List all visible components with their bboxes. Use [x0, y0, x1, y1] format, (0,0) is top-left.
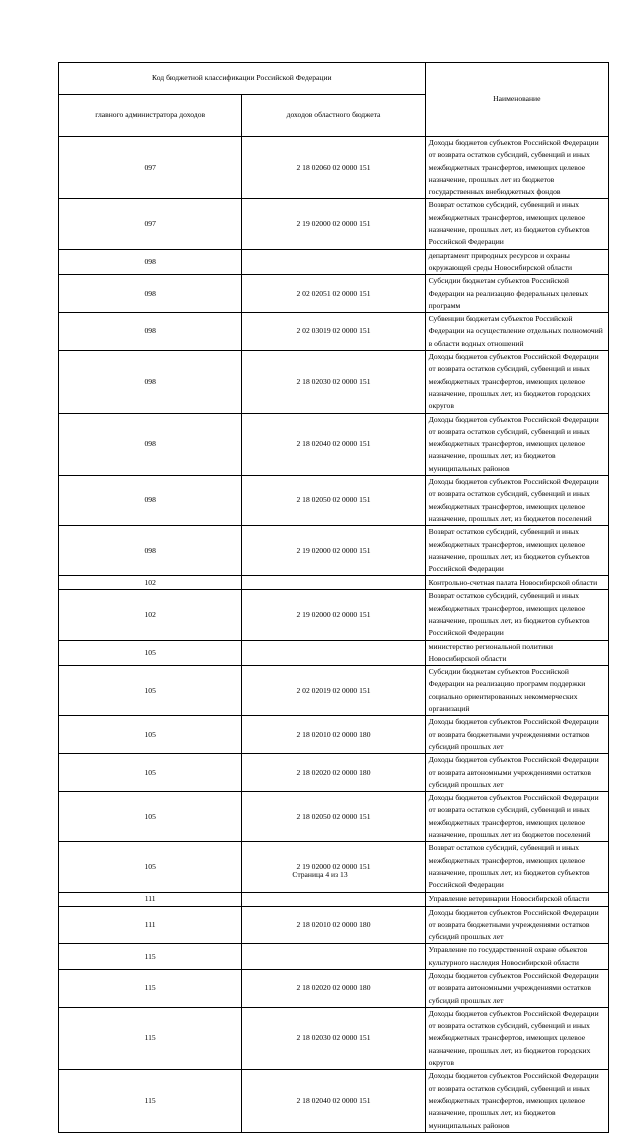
admin-code-cell: 097	[59, 199, 242, 249]
income-code-cell: 2 18 02050 02 0000 151	[242, 476, 425, 526]
header-name: Наименование	[425, 63, 608, 137]
income-code-cell: 2 02 02019 02 0000 151	[242, 666, 425, 716]
table-row	[59, 716, 609, 754]
income-code-cell: 2 18 02060 02 0000 151	[242, 137, 425, 199]
table-row	[59, 666, 609, 716]
admin-code-cell: 105	[59, 716, 242, 754]
table-row	[59, 970, 609, 1008]
income-code-cell	[242, 249, 425, 275]
name-cell: Субвенции бюджетам субъектов Российской Федерации на осуществление отдельных полномочий в области водных отношений	[425, 313, 608, 351]
admin-code-cell: 105	[59, 640, 242, 666]
name-cell: Доходы бюджетов субъектов Российской Федерации от возврата остатков субсидий, субвенций и иных межбюджетных трансфертов, имеющих целевое назначение, прошлых лет, из бюджетов муниципальных районов	[425, 1070, 608, 1132]
table-row	[59, 526, 609, 576]
table-row	[59, 313, 609, 351]
header-code-group: Код бюджетной классификации Российской Федерации	[59, 63, 426, 95]
name-cell: Субсидии бюджетам субъектов Российской Федерации на реализацию программ поддержки социально ориентированных некоммерческих организаций	[425, 666, 608, 716]
income-code-cell	[242, 892, 425, 906]
table-row	[59, 754, 609, 792]
admin-code-cell: 111	[59, 906, 242, 944]
admin-code-cell: 105	[59, 792, 242, 842]
admin-code-cell: 102	[59, 576, 242, 590]
income-code-cell: 2 18 02020 02 0000 180	[242, 754, 425, 792]
name-cell: Доходы бюджетов субъектов Российской Федерации от возврата бюджетными учреждениями остатков субсидий прошлых лет	[425, 716, 608, 754]
admin-code-cell: 097	[59, 137, 242, 199]
name-cell: Возврат остатков субсидий, субвенций и иных межбюджетных трансфертов, имеющих целевое назначение, прошлых лет, из бюджетов субъектов Российской Федерации	[425, 199, 608, 249]
budget-classification-table	[58, 62, 609, 1133]
name-cell: департамент природных ресурсов и охраны окружающей среды Новосибирской области	[425, 249, 608, 275]
income-code-cell: 2 18 02040 02 0000 151	[242, 1070, 425, 1132]
income-code-cell: 2 18 02020 02 0000 180	[242, 970, 425, 1008]
income-code-cell: 2 18 02030 02 0000 151	[242, 1007, 425, 1069]
admin-code-cell: 115	[59, 944, 242, 970]
table-row	[59, 590, 609, 640]
name-cell: Доходы бюджетов субъектов Российской Федерации от возврата остатков субсидий, субвенций и иных межбюджетных трансфертов, имеющих целевое назначение, прошлых лет, из бюджетов городских округов	[425, 351, 608, 413]
income-code-cell: 2 18 02050 02 0000 151	[242, 792, 425, 842]
name-cell: Доходы бюджетов субъектов Российской Федерации от возврата автономными учреждениями остатков субсидий прошлых лет	[425, 754, 608, 792]
table-row	[59, 275, 609, 313]
table-row	[59, 842, 609, 892]
table-body	[59, 137, 609, 1133]
income-code-cell: 2 02 03019 02 0000 151	[242, 313, 425, 351]
income-code-cell: 2 18 02030 02 0000 151	[242, 351, 425, 413]
admin-code-cell: 098	[59, 313, 242, 351]
table-row	[59, 413, 609, 475]
admin-code-cell: 105	[59, 666, 242, 716]
name-cell: Возврат остатков субсидий, субвенций и иных межбюджетных трансфертов, имеющих целевое назначение, прошлых лет, из бюджетов субъектов Российской Федерации	[425, 526, 608, 576]
table-row	[59, 351, 609, 413]
admin-code-cell: 098	[59, 476, 242, 526]
name-cell: Доходы бюджетов субъектов Российской Федерации от возврата остатков субсидий, субвенций и иных межбюджетных трансфертов, имеющих целевое назначение, прошлых лет, из бюджетов муниципальных районов	[425, 413, 608, 475]
name-cell: Доходы бюджетов субъектов Российской Федерации от возврата бюджетными учреждениями остатков субсидий прошлых лет	[425, 906, 608, 944]
name-cell: Доходы бюджетов субъектов Российской Федерации от возврата остатков субсидий, субвенций и иных межбюджетных трансфертов, имеющих целевое назначение, прошлых лет, из бюджетов городских округов	[425, 1007, 608, 1069]
table-row	[59, 906, 609, 944]
admin-code-cell: 098	[59, 413, 242, 475]
table-row	[59, 792, 609, 842]
page-number: Страница 4 из 13	[292, 870, 348, 879]
admin-code-cell: 115	[59, 1070, 242, 1132]
admin-code-cell: 111	[59, 892, 242, 906]
admin-code-cell: 105	[59, 842, 242, 892]
name-cell: Контрольно-счетная палата Новосибирской области	[425, 576, 608, 590]
table-row	[59, 476, 609, 526]
admin-code-cell: 115	[59, 970, 242, 1008]
name-cell: Субсидии бюджетам субъектов Российской Федерации на реализацию федеральных целевых программ	[425, 275, 608, 313]
admin-code-cell: 102	[59, 590, 242, 640]
income-code-cell	[242, 944, 425, 970]
table-row	[59, 1070, 609, 1132]
table-row	[59, 199, 609, 249]
income-code-cell	[242, 640, 425, 666]
name-cell: Управление ветеринарии Новосибирской области	[425, 892, 608, 906]
income-code-cell: 2 19 02000 02 0000 151	[242, 199, 425, 249]
name-cell: министерство региональной политики Новосибирской области	[425, 640, 608, 666]
income-code-cell: 2 19 02000 02 0000 151	[242, 842, 425, 892]
header-admin-code: главного администратора доходов	[59, 95, 242, 137]
name-cell: Управление по государственной охране объектов культурного наследия Новосибирской области	[425, 944, 608, 970]
income-code-cell: 2 02 02051 02 0000 151	[242, 275, 425, 313]
table-row	[59, 137, 609, 199]
name-cell: Доходы бюджетов субъектов Российской Федерации от возврата автономными учреждениями остатков субсидий прошлых лет	[425, 970, 608, 1008]
section-row	[59, 640, 609, 666]
name-cell: Доходы бюджетов субъектов Российской Федерации от возврата остатков субсидий, субвенций и иных межбюджетных трансфертов, имеющих целевое назначение, прошлых лет, из бюджетов поселений	[425, 476, 608, 526]
admin-code-cell: 098	[59, 526, 242, 576]
income-code-cell: 2 18 02010 02 0000 180	[242, 716, 425, 754]
admin-code-cell: 115	[59, 1007, 242, 1069]
income-code-cell	[242, 576, 425, 590]
name-cell: Возврат остатков субсидий, субвенций и иных межбюджетных трансфертов, имеющих целевое назначение, прошлых лет, из бюджетов субъектов Российской Федерации	[425, 590, 608, 640]
name-cell: Возврат остатков субсидий, субвенций и иных межбюджетных трансфертов, имеющих целевое назначение, прошлых лет, из бюджетов субъектов Российской Федерации	[425, 842, 608, 892]
section-row	[59, 576, 609, 590]
income-code-cell: 2 18 02040 02 0000 151	[242, 413, 425, 475]
income-code-cell: 2 18 02010 02 0000 180	[242, 906, 425, 944]
admin-code-cell: 105	[59, 754, 242, 792]
admin-code-cell: 098	[59, 249, 242, 275]
section-row	[59, 249, 609, 275]
name-cell: Доходы бюджетов субъектов Российской Федерации от возврата остатков субсидий, субвенций и иных межбюджетных трансфертов, имеющих целевое назначение, прошлых лет из бюджетов поселений	[425, 792, 608, 842]
admin-code-cell: 098	[59, 351, 242, 413]
section-row	[59, 944, 609, 970]
name-cell: Доходы бюджетов субъектов Российской Федерации от возврата остатков субсидий, субвенций и иных межбюджетных трансфертов, имеющих целевое назначение, прошлых лет из бюджетов государственных внебюджетных фондов	[425, 137, 608, 199]
income-code-cell: 2 19 02000 02 0000 151	[242, 526, 425, 576]
section-row	[59, 892, 609, 906]
income-code-cell: 2 19 02000 02 0000 151	[242, 590, 425, 640]
admin-code-cell: 098	[59, 275, 242, 313]
header-income-code: доходов областного бюджета	[242, 95, 425, 137]
table-row	[59, 1007, 609, 1069]
